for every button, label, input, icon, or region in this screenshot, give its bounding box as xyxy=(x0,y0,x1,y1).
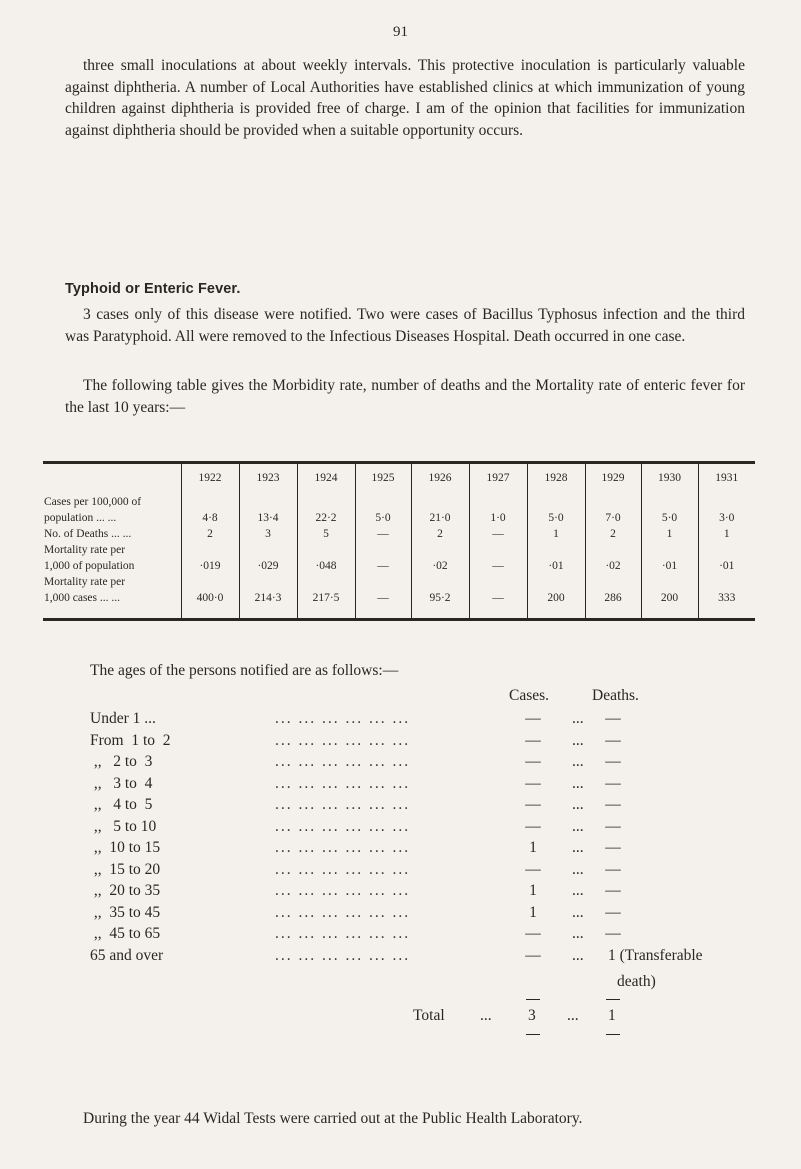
table-cell: 5 xyxy=(297,524,355,540)
table-row xyxy=(43,556,755,572)
dot-leader: ... ... ... ... ... ... xyxy=(275,710,411,727)
total-label: Total xyxy=(413,1007,445,1024)
table-cell: 95·2 xyxy=(411,588,469,604)
row-label: Mortality rate per xyxy=(44,544,126,556)
row-label: 1,000 cases ... ... xyxy=(44,592,121,604)
total-cases: 3 xyxy=(528,1007,536,1024)
stats-table xyxy=(43,464,755,618)
age-cases: — xyxy=(525,925,541,942)
age-row xyxy=(90,775,730,796)
deaths-total-rule xyxy=(606,999,620,1000)
dot-leader: ... xyxy=(572,882,584,899)
table-cell: — xyxy=(469,556,527,572)
table-cell: 2 xyxy=(181,524,239,540)
table-header-row xyxy=(43,464,755,492)
row-label: 1,000 of population xyxy=(44,560,135,572)
age-cases: — xyxy=(525,753,541,770)
page-number: 91 xyxy=(393,24,408,40)
table-cell: 2 xyxy=(411,524,469,540)
year-header: 1925 xyxy=(355,464,411,492)
age-deaths: — xyxy=(605,925,621,942)
age-deaths: — xyxy=(605,796,621,813)
table-cell: 7·0 xyxy=(585,508,641,524)
paragraph-immunization: three small inoculations at about weekly intervals. This protective inoculation is particularly valuable against diphtheria. A number of Local Authorities have established clinics at which immunization of young children against diphtheria is provided free of charge. I am of the opinion that facilities for immunization against diphtheria should be provided when a suitable opportunity occurs. xyxy=(65,57,745,139)
age-range: ,, 5 to 10 xyxy=(90,817,157,835)
age-cases: 1 xyxy=(529,839,537,856)
year-header: 1924 xyxy=(297,464,355,492)
year-header: 1927 xyxy=(469,464,527,492)
age-range: Under 1 ... xyxy=(90,710,156,727)
table-cell: 5·0 xyxy=(355,508,411,524)
total-deaths: 1 xyxy=(608,1007,616,1024)
dot-leader: ... ... ... ... ... ... xyxy=(275,774,411,792)
paragraph-cases: 3 cases only of this disease were notified. Two were cases of Bacillus Typhosus infection and the third was Paratyphoid. All were removed to the Infectious Diseases Hospital. Death occurred in one case. xyxy=(65,306,745,345)
age-range: ,, 45 to 65 xyxy=(90,925,161,942)
row-label: Mortality rate per xyxy=(44,576,126,588)
age-range: ,, 4 to 5 xyxy=(90,796,153,813)
age-deaths: — xyxy=(605,774,621,792)
table-cell: 400·0 xyxy=(181,588,239,604)
table-row xyxy=(43,524,755,540)
year-header: 1930 xyxy=(641,464,698,492)
table-cell: 1 xyxy=(698,524,755,540)
dot-leader: ... ... ... ... ... ... xyxy=(275,882,411,899)
table-cell: ·01 xyxy=(527,556,585,572)
age-cases: 1 xyxy=(529,903,537,921)
cases-total-rule xyxy=(526,999,540,1000)
table-row xyxy=(43,492,755,508)
dot-leader: ... xyxy=(572,946,584,964)
table-row xyxy=(43,588,755,604)
table-cell: ·01 xyxy=(641,556,698,572)
table-cell: 217·5 xyxy=(297,588,355,604)
age-deaths: — xyxy=(605,817,621,835)
paragraph-widal: During the year 44 Widal Tests were carried out at the Public Health Laboratory. xyxy=(83,1110,583,1127)
year-header: 1926 xyxy=(411,464,469,492)
total-dots: ... xyxy=(567,1007,579,1024)
row-label: Cases per 100,000 of xyxy=(44,496,142,508)
age-range: ,, 10 to 15 xyxy=(90,839,161,856)
table-row xyxy=(43,508,755,524)
table-cell: 200 xyxy=(641,588,698,604)
age-row xyxy=(90,796,730,817)
age-cases: — xyxy=(525,860,541,878)
age-range: ,, 3 to 4 xyxy=(90,774,153,792)
age-row xyxy=(90,732,730,753)
dot-leader: ... xyxy=(572,817,584,835)
table-cell: — xyxy=(355,556,411,572)
table-cell: ·029 xyxy=(239,556,297,572)
table-cell: 1·0 xyxy=(469,508,527,524)
table-cell: 200 xyxy=(527,588,585,604)
dot-leader: ... xyxy=(572,903,584,921)
dot-leader: ... xyxy=(572,731,584,749)
table-cell: 3 xyxy=(239,524,297,540)
age-range: ,, 2 to 3 xyxy=(90,753,153,770)
table-cell: 1 xyxy=(527,524,585,540)
dot-leader: ... ... ... ... ... ... xyxy=(275,925,411,942)
age-row xyxy=(90,818,730,839)
age-range: ,, 35 to 45 xyxy=(90,903,161,921)
total-dots: ... xyxy=(480,1007,492,1024)
dot-leader: ... ... ... ... ... ... xyxy=(275,753,411,770)
death-note: death) xyxy=(617,973,656,990)
table-cell: 1 xyxy=(641,524,698,540)
table-cell: ·02 xyxy=(411,556,469,572)
table-cell: 3·0 xyxy=(698,508,755,524)
age-row xyxy=(90,710,730,731)
dot-leader: ... ... ... ... ... ... xyxy=(275,946,411,964)
table-cell: 286 xyxy=(585,588,641,604)
age-deaths: — xyxy=(605,710,621,727)
age-cases: 1 xyxy=(529,882,537,899)
year-header: 1923 xyxy=(239,464,297,492)
age-deaths: — xyxy=(605,903,621,921)
ages-intro: The ages of the persons notified are as follows:— xyxy=(90,662,399,679)
age-deaths: — xyxy=(605,860,621,878)
table-cell: 13·4 xyxy=(239,508,297,524)
dot-leader: ... ... ... ... ... ... xyxy=(275,839,411,856)
cases-total-rule xyxy=(526,1034,540,1035)
table-bottom-rule xyxy=(43,618,755,621)
age-row xyxy=(90,882,730,903)
year-header: 1928 xyxy=(527,464,585,492)
dot-leader: ... xyxy=(572,710,584,727)
table-cell: — xyxy=(355,588,411,604)
table-cell: — xyxy=(469,588,527,604)
age-row xyxy=(90,839,730,860)
deaths-header: Deaths. xyxy=(592,687,639,704)
age-deaths: — xyxy=(605,753,621,770)
table-cell: 5·0 xyxy=(641,508,698,524)
age-range: From 1 to 2 xyxy=(90,731,171,749)
age-range: 65 and over xyxy=(90,946,164,964)
age-range: ,, 15 to 20 xyxy=(90,860,161,878)
header-blank xyxy=(43,464,181,492)
dot-leader: ... ... ... ... ... ... xyxy=(275,817,411,835)
age-cases: — xyxy=(525,710,541,727)
dot-leader: ... xyxy=(572,753,584,770)
age-row xyxy=(90,947,730,968)
year-header: 1922 xyxy=(181,464,239,492)
dot-leader: ... ... ... ... ... ... xyxy=(275,796,411,813)
age-cases: — xyxy=(525,774,541,792)
age-cases: — xyxy=(525,796,541,813)
section-heading: Typhoid or Enteric Fever. xyxy=(65,281,241,297)
enteric-fever-table xyxy=(43,461,755,621)
table-cell: ·02 xyxy=(585,556,641,572)
table-row xyxy=(43,572,755,588)
age-cases: — xyxy=(525,731,541,749)
table-cell: ·01 xyxy=(698,556,755,572)
table-row xyxy=(43,540,755,556)
dot-leader: ... ... ... ... ... ... xyxy=(275,903,411,921)
table-cell: 5·0 xyxy=(527,508,585,524)
table-cell: 22·2 xyxy=(297,508,355,524)
age-cases: — xyxy=(525,946,541,964)
row-label: population ... ... xyxy=(44,512,117,524)
table-cell: 21·0 xyxy=(411,508,469,524)
age-row xyxy=(90,861,730,882)
dot-leader: ... xyxy=(572,860,584,878)
dot-leader: ... xyxy=(572,774,584,792)
dot-leader: ... xyxy=(572,925,584,942)
age-row xyxy=(90,753,730,774)
year-header: 1929 xyxy=(585,464,641,492)
age-deaths: — xyxy=(605,839,621,856)
deaths-total-rule xyxy=(606,1034,620,1035)
year-header: 1931 xyxy=(698,464,755,492)
table-cell: — xyxy=(469,524,527,540)
table-cell: ·048 xyxy=(297,556,355,572)
age-range: ,, 20 to 35 xyxy=(90,882,161,899)
age-cases: — xyxy=(525,817,541,835)
table-cell: 333 xyxy=(698,588,755,604)
age-deaths: 1 (Transferable xyxy=(608,946,703,964)
dot-leader: ... xyxy=(572,796,584,813)
table-cell: 2 xyxy=(585,524,641,540)
age-deaths: — xyxy=(605,882,621,899)
row-label: No. of Deaths ... ... xyxy=(44,528,132,540)
table-cell: ·019 xyxy=(181,556,239,572)
table-cell: — xyxy=(355,524,411,540)
dot-leader: ... ... ... ... ... ... xyxy=(275,731,411,749)
table-cell: 4·8 xyxy=(181,508,239,524)
paragraph-table-intro: The following table gives the Morbidity rate, number of deaths and the Mortality rate of enteric fever for the last 10 years:— xyxy=(65,377,745,416)
age-deaths: — xyxy=(605,731,621,749)
dot-leader: ... xyxy=(572,839,584,856)
age-row xyxy=(90,925,730,946)
cases-header: Cases. xyxy=(509,687,550,704)
table-cell: 214·3 xyxy=(239,588,297,604)
age-row xyxy=(90,904,730,925)
dot-leader: ... ... ... ... ... ... xyxy=(275,860,411,878)
